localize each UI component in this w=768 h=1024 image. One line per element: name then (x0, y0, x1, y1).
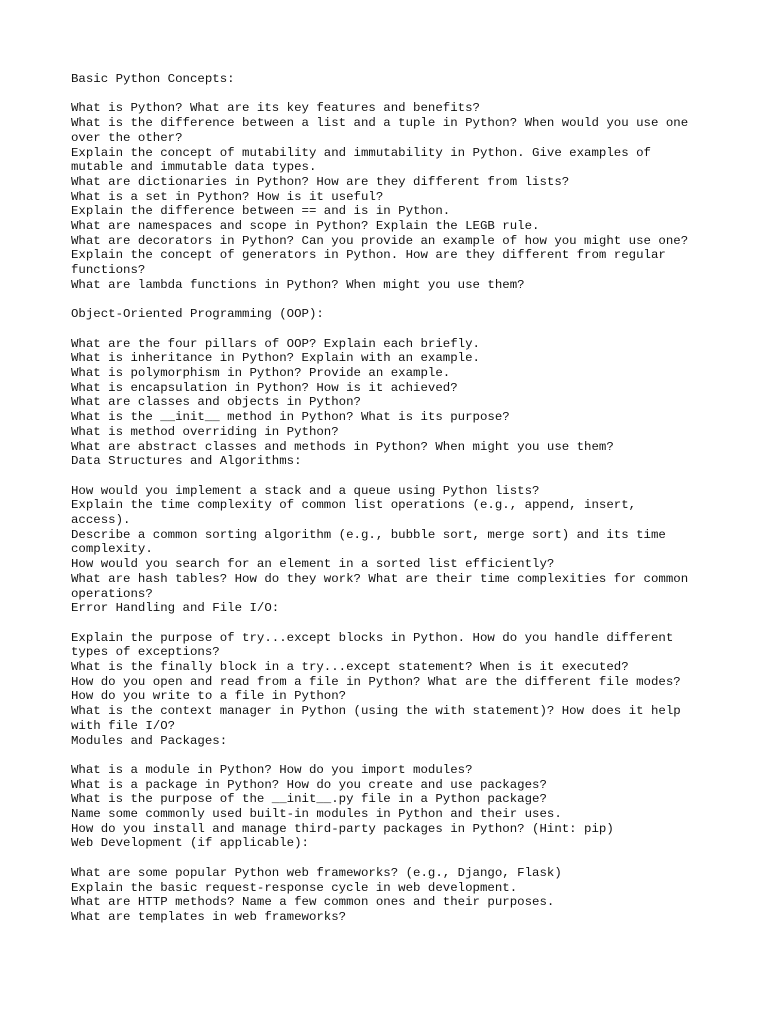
question-item: How do you write to a file in Python? (71, 689, 347, 704)
question-item: What is the finally block in a try...except statement? When is it executed? (71, 660, 629, 675)
question-section (71, 734, 711, 837)
question-item: Explain the concept of mutability and immutability in Python. Give examples of mutable and immutable data types. (71, 145, 651, 175)
question-item: Name some commonly used built-in modules in Python and their uses. (71, 807, 562, 822)
question-item: How would you implement a stack and a queue using Python lists? (71, 483, 540, 498)
section-heading: Object-Oriented Programming (OOP): (71, 307, 324, 322)
question-item: What are HTTP methods? Name a few common ones and their purposes. (71, 895, 555, 910)
question-section (71, 307, 711, 454)
question-item: What are classes and objects in Python? (71, 395, 361, 410)
question-item: What are namespaces and scope in Python? Explain the LEGB rule. (71, 219, 540, 234)
blank-line (71, 469, 711, 484)
section-heading: Error Handling and File I/O: (71, 601, 280, 616)
question-item: What are some popular Python web frameworks? (e.g., Django, Flask) (71, 865, 562, 880)
question-item: What are templates in web frameworks? (71, 909, 347, 924)
question-item: What are the four pillars of OOP? Explain each briefly. (71, 336, 480, 351)
question-section (71, 836, 711, 924)
question-item: What is method overriding in Python? (71, 424, 339, 439)
blank-line (71, 87, 711, 102)
question-item: What is the purpose of the __init__.py file in a Python package? (71, 792, 547, 807)
question-section (71, 454, 711, 601)
question-item: What is inheritance in Python? Explain with an example. (71, 351, 480, 366)
question-item: Explain the purpose of try...except blocks in Python. How do you handle different types of exceptions? (71, 630, 674, 660)
section-heading: Data Structures and Algorithms: (71, 454, 302, 469)
section-heading: Web Development (if applicable): (71, 836, 309, 851)
question-section (71, 601, 711, 733)
section-heading: Basic Python Concepts: (71, 72, 235, 86)
question-item: How do you install and manage third-party packages in Python? (Hint: pip) (71, 821, 614, 836)
question-item: Explain the difference between == and is in Python. (71, 204, 451, 219)
question-item: What are lambda functions in Python? When might you use them? (71, 277, 525, 292)
question-item: Describe a common sorting algorithm (e.g., bubble sort, merge sort) and its time complexity. (71, 527, 666, 557)
document-page (71, 72, 711, 925)
question-item: Explain the concept of generators in Python. How are they different from regular functions? (71, 248, 666, 278)
question-item: What is the context manager in Python (using the with statement)? How does it help with file I/O? (71, 704, 681, 733)
question-item: What is encapsulation in Python? How is it achieved? (71, 380, 458, 395)
section-heading: Modules and Packages: (71, 733, 228, 748)
question-item: What are hash tables? How do they work? What are their time complexities for common operations? (71, 571, 689, 601)
question-item: What is the __init__ method in Python? What is its purpose? (71, 410, 510, 425)
blank-line (71, 748, 711, 763)
question-item: What is a module in Python? How do you import modules? (71, 762, 473, 777)
question-item: How would you search for an element in a sorted list efficiently? (71, 557, 555, 572)
question-item: Explain the time complexity of common list operations (e.g., append, insert, access). (71, 498, 637, 528)
question-item: What is polymorphism in Python? Provide an example. (71, 366, 451, 381)
blank-line (71, 293, 711, 308)
question-item: Explain the basic request-response cycle in web development. (71, 880, 518, 895)
question-section (71, 72, 711, 307)
question-item: What are abstract classes and methods in Python? When might you use them? (71, 439, 614, 454)
blank-line (71, 616, 711, 631)
question-item: What is a package in Python? How do you create and use packages? (71, 777, 547, 792)
question-item: What is Python? What are its key features and benefits? (71, 101, 480, 116)
question-item: What are decorators in Python? Can you provide an example of how you might use one? (71, 233, 689, 248)
blank-line (71, 322, 711, 337)
question-item: What is a set in Python? How is it useful? (71, 189, 384, 204)
question-item: What are dictionaries in Python? How are they different from lists? (71, 174, 570, 189)
blank-line (71, 851, 711, 866)
question-item: What is the difference between a list and a tuple in Python? When would you use one over the other? (71, 116, 689, 145)
question-item: How do you open and read from a file in Python? What are the different file modes? (71, 674, 681, 689)
